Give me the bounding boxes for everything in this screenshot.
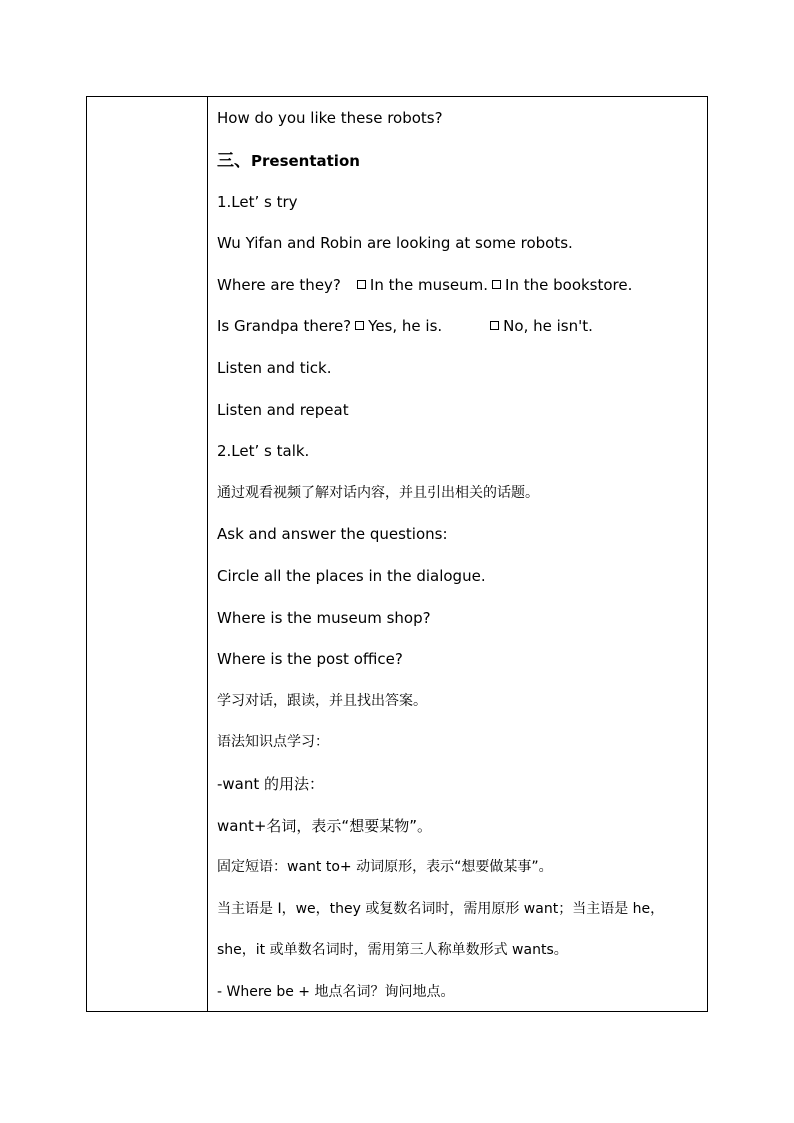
option-text: No, he isn't. — [503, 317, 593, 335]
text-line: 固定短语：want to+ 动词原形，表示“想要做某事”。 — [217, 859, 553, 875]
text-line: Listen and tick. — [217, 359, 332, 377]
checkbox-icon — [357, 280, 366, 289]
text-line: - Where be + 地点名词？询问地点。 — [217, 984, 455, 1000]
text-line: How do you like these robots? — [217, 109, 443, 127]
text-line: she，it 或单数名词时，需用第三人称单数形式 wants。 — [217, 942, 568, 958]
text-line: -want 的用法： — [217, 775, 325, 793]
option-text: In the bookstore. — [505, 276, 633, 294]
question-line — [217, 275, 703, 295]
text-line: Wu Yifan and Robin are looking at some robots. — [217, 234, 573, 252]
table-right-cell — [208, 97, 707, 1011]
text-line: Ask and answer the questions: — [217, 525, 448, 543]
text-line: want+名词，表示“想要某物”。 — [217, 817, 432, 835]
option-text: In the museum. — [369, 276, 489, 294]
text-line: 学习对话，跟读，并且找出答案。 — [217, 693, 427, 709]
text-line: 当主语是 I，we，they 或复数名词时，需用原形 want；当主语是 he， — [217, 901, 665, 917]
section-number: 三、 — [217, 151, 251, 171]
text-line: Where is the museum shop? — [217, 609, 431, 627]
text-line: Circle all the places in the dialogue. — [217, 567, 486, 585]
section-title: Presentation — [251, 152, 360, 170]
section-heading — [217, 151, 703, 171]
table-left-cell — [87, 97, 208, 1011]
text-line: 通过观看视频了解对话内容，并且引出相关的话题。 — [217, 485, 539, 501]
subsection-title: 1.Let’ s try — [217, 193, 298, 211]
question-text: Is Grandpa there? — [217, 317, 352, 335]
subsection-title: 2.Let’ s talk. — [217, 442, 310, 460]
question-text: Where are they? — [217, 276, 341, 294]
question-line — [217, 316, 703, 336]
text-line: 语法知识点学习： — [217, 734, 329, 750]
text-line: Listen and repeat — [217, 401, 349, 419]
checkbox-icon — [355, 321, 364, 330]
text-line: Where is the post office? — [217, 650, 403, 668]
checkbox-icon — [490, 321, 499, 330]
checkbox-icon — [492, 280, 501, 289]
option-text: Yes, he is. — [368, 317, 443, 335]
lesson-table — [86, 96, 708, 1012]
